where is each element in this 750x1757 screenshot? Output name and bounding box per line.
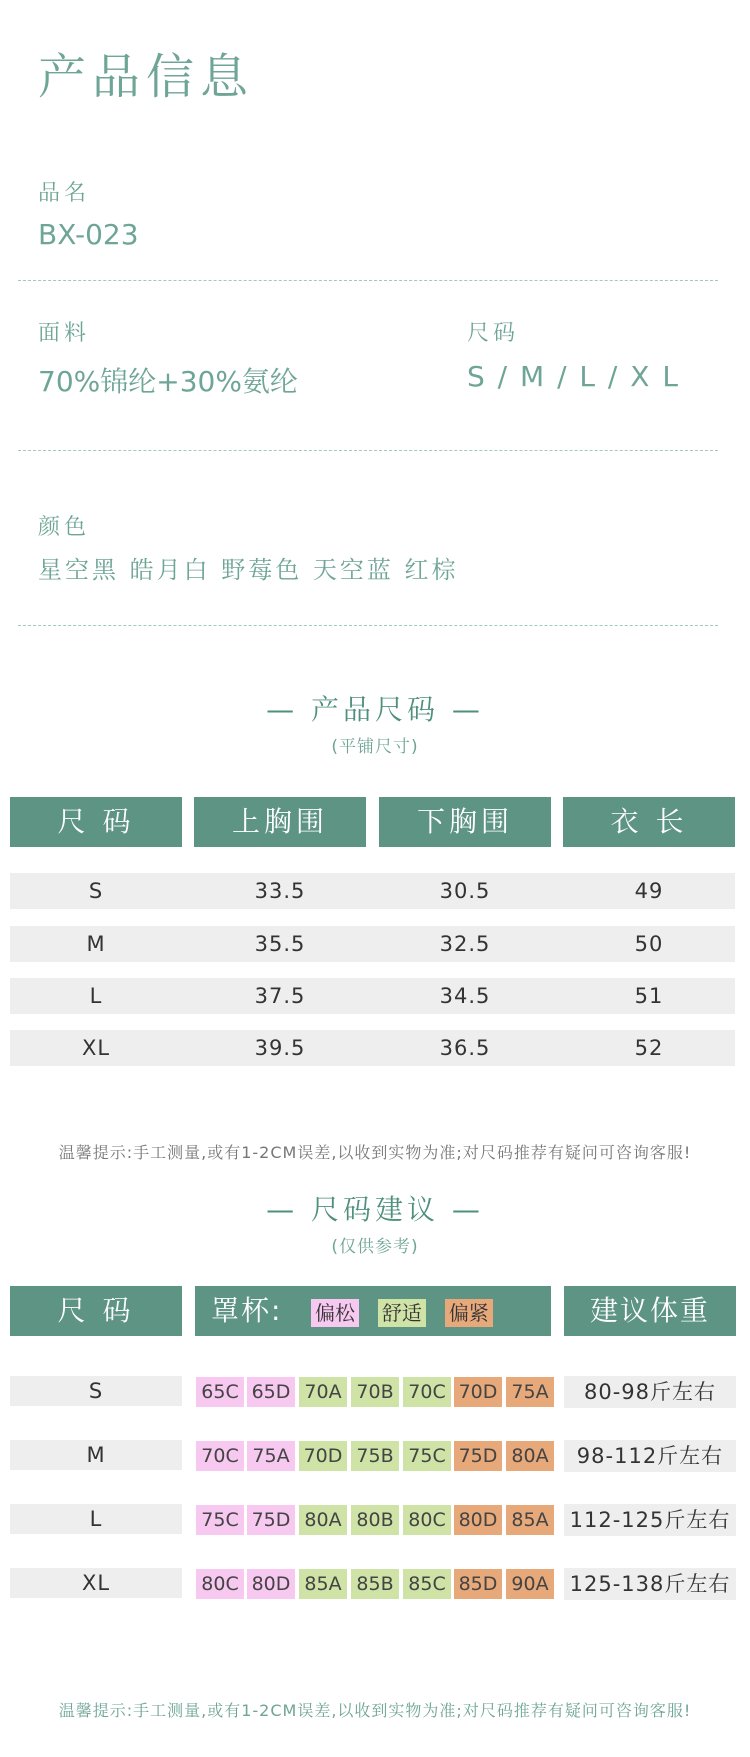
fabric-value: 70%锦纶+30%氨纶: [38, 365, 298, 398]
name-label: 品名: [38, 181, 91, 206]
weight-cell: 98-112斤左右: [576, 1444, 724, 1468]
bust-cell: 39.5: [254, 1036, 306, 1060]
advice-header-weight: 建议体重: [564, 1286, 736, 1336]
length-cell: 51: [634, 984, 664, 1008]
size-chart-header-length: 衣 长: [563, 797, 735, 847]
cup-size-chip: 70C: [196, 1441, 244, 1471]
weight-cell: 80-98斤左右: [583, 1380, 717, 1404]
length-cell: 52: [634, 1036, 664, 1060]
size-cell: M: [86, 932, 106, 956]
advice-size-cell: L: [89, 1507, 103, 1531]
bust-cell: 35.5: [254, 932, 306, 956]
size-chart-header-underbust: 下胸围: [379, 797, 551, 847]
size-advice-subtitle: (仅供参考): [331, 1237, 419, 1257]
length-cell: 50: [634, 932, 664, 956]
cup-size-chip: 85A: [506, 1505, 554, 1535]
divider: [18, 280, 718, 281]
cup-size-chip: 85A: [299, 1569, 347, 1599]
page-title: 产品信息: [38, 49, 255, 105]
cup-size-chip: 75D: [454, 1441, 502, 1471]
cup-size-chip: 70A: [299, 1377, 347, 1407]
cup-size-chip: 80A: [506, 1441, 554, 1471]
weight-cell: 125-138斤左右: [569, 1572, 731, 1596]
cup-size-chip: 70D: [299, 1441, 347, 1471]
cup-size-chip: 80C: [196, 1569, 244, 1599]
size-label: 尺码: [467, 321, 520, 346]
size-advice-note: 温馨提示:手工测量,或有1-2CM误差,以收到实物为准;对尺码推荐有疑问可咨询客服!: [58, 1701, 692, 1720]
cup-size-chip: 80D: [454, 1505, 502, 1535]
advice-size-cell: S: [88, 1379, 104, 1403]
cup-size-chip: 70B: [351, 1377, 399, 1407]
underbust-cell: 34.5: [439, 984, 491, 1008]
size-chart-subtitle: (平铺尺寸): [331, 737, 419, 757]
underbust-cell: 30.5: [439, 879, 491, 903]
cup-size-chip: 85B: [351, 1569, 399, 1599]
cup-size-chip: 70D: [454, 1377, 502, 1407]
advice-header-cup: [195, 1286, 551, 1336]
bust-cell: 37.5: [254, 984, 306, 1008]
legend-loose: 偏松: [311, 1299, 359, 1327]
cup-size-chip: 80C: [403, 1505, 451, 1535]
underbust-cell: 36.5: [439, 1036, 491, 1060]
advice-header-size: 尺 码: [10, 1286, 182, 1336]
cup-size-chip: 75B: [351, 1441, 399, 1471]
cup-size-chip: 75C: [403, 1441, 451, 1471]
legend-fit: 舒适: [378, 1299, 426, 1327]
color-label: 颜色: [38, 515, 91, 540]
weight-cell: 112-125斤左右: [569, 1508, 731, 1532]
divider: [18, 450, 718, 451]
size-advice-title: — 尺码建议 —: [266, 1193, 484, 1226]
size-cell: XL: [81, 1036, 111, 1060]
size-value: S / M / L / X L: [467, 360, 680, 393]
cup-size-chip: 70C: [403, 1377, 451, 1407]
cup-size-chip: 65D: [247, 1377, 295, 1407]
length-cell: 49: [634, 879, 664, 903]
legend-tight: 偏紧: [445, 1299, 493, 1327]
name-value: BX-023: [38, 218, 139, 251]
cup-size-chip: 90A: [506, 1569, 554, 1599]
cup-size-chip: 80B: [351, 1505, 399, 1535]
size-chart-header-size: 尺 码: [10, 797, 182, 847]
fabric-label: 面料: [38, 321, 91, 346]
cup-size-chip: 75D: [247, 1505, 295, 1535]
size-cell: S: [88, 879, 104, 903]
cup-size-chip: 80D: [247, 1569, 295, 1599]
divider: [18, 625, 718, 626]
cup-size-chip: 75A: [247, 1441, 295, 1471]
advice-size-cell: M: [86, 1443, 106, 1467]
size-chart-note: 温馨提示:手工测量,或有1-2CM误差,以收到实物为准;对尺码推荐有疑问可咨询客服!: [58, 1143, 692, 1162]
cup-size-chip: 75A: [506, 1377, 554, 1407]
cup-size-chip: 85D: [454, 1569, 502, 1599]
cup-size-chip: 80A: [299, 1505, 347, 1535]
size-chart-title: — 产品尺码 —: [266, 693, 484, 726]
color-value: 星空黑 皓月白 野莓色 天空蓝 红棕: [38, 556, 459, 584]
cup-size-chip: 75C: [196, 1505, 244, 1535]
size-chart-header-bust: 上胸围: [194, 797, 366, 847]
cup-size-chip: 85C: [403, 1569, 451, 1599]
size-cell: L: [89, 984, 103, 1008]
underbust-cell: 32.5: [439, 932, 491, 956]
bust-cell: 33.5: [254, 879, 306, 903]
cup-header-label: 罩杯:: [211, 1294, 283, 1327]
cup-size-chip: 65C: [196, 1377, 244, 1407]
advice-size-cell: XL: [81, 1571, 111, 1595]
